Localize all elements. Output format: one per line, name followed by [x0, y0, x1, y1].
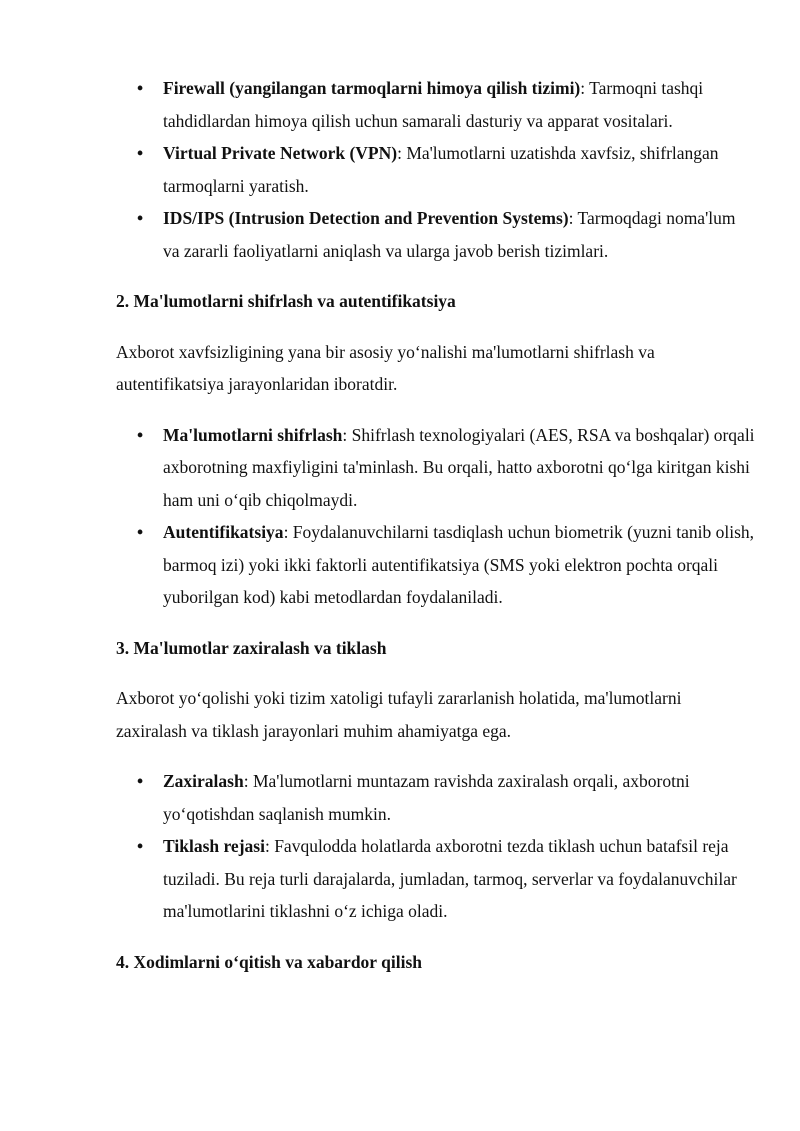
- list-item-text: : Shifrlash texnologiyalari (AES, RSA va boshqalar) orqali axborotning maxfiyligini ta'minlash. Bu orqali, hatto axborotni qo‘lga kiritgan kishi ham uni o‘qib chiqolmaydi.: [163, 424, 755, 510]
- list-item-term: IDS/IPS (Intrusion Detection and Prevention Systems): [163, 208, 569, 228]
- list-item-text: : Favqulodda holatlarda axborotni tezda tiklash uchun batafsil reja tuziladi. Bu reja turli darajalarda, jumladan, tarmoq, serverlar va foydalanuvchilar ma'lumotlarini tiklashni o‘z ichiga oladi.: [163, 836, 737, 921]
- bullet-icon: •: [137, 78, 144, 98]
- list-item-text: : Ma'lumotlarni muntazam ravishda zaxiralash orqali, axborotni yo‘qotishdan saqlanish mumkin.: [163, 771, 690, 824]
- list-item: [116, 72, 756, 137]
- page-content: [116, 72, 756, 978]
- list-item-term: Firewall (yangilangan tarmoqlarni himoya qilish tizimi): [163, 78, 581, 98]
- section-heading-3: 3. Ma'lumotlar zaxiralash va tiklash: [116, 637, 387, 658]
- bullet-icon: •: [137, 836, 144, 856]
- bullet-list-backup: [116, 765, 756, 928]
- list-item-term: Ma'lumotlarni shifrlash: [163, 424, 343, 445]
- list-item: [116, 516, 756, 614]
- bullet-icon: •: [137, 522, 144, 542]
- list-item: [116, 765, 756, 830]
- bullet-icon: •: [137, 208, 144, 228]
- list-item: [116, 830, 756, 928]
- section-paragraph-3: Axborot yo‘qolishi yoki tizim xatoligi tufayli zararlanish holatida, ma'lumotlarni zaxiralash va tiklash jarayonlari muhim ahamiyatga ega.: [116, 688, 682, 741]
- section-heading-2: 2. Ma'lumotlarni shifrlash va autentifikatsiya: [116, 291, 456, 311]
- bullet-list-network-security: [116, 72, 756, 267]
- bullet-icon: •: [137, 771, 144, 791]
- list-item-text: : Tarmoqni tashqi tahdidlardan himoya qilish uchun samarali dasturiy va apparat vositalari.: [163, 78, 704, 131]
- list-item-term: Autentifikatsiya: [163, 522, 284, 542]
- list-item: [116, 419, 756, 517]
- list-item-term: Virtual Private Network (VPN): [163, 143, 398, 163]
- list-item: [116, 202, 756, 267]
- list-item-text: : Foydalanuvchilarni tasdiqlash uchun biometrik (yuzni tanib olish, barmoq izi) yoki ikki faktorli autentifikatsiya (SMS yoki elektron pochta orqali yuborilgan kod) kabi metodlardan foydalaniladi.: [163, 522, 755, 607]
- list-item-text: : Tarmoqdagi noma'lum va zararli faoliyatlarni aniqlash va ularga javob berish tizimlari.: [163, 208, 736, 261]
- bullet-icon: •: [137, 424, 144, 445]
- section-heading-4: 4. Xodimlarni o‘qitish va xabardor qilish: [116, 951, 422, 972]
- section-paragraph-2: Axborot xavfsizligining yana bir asosiy yo‘nalishi ma'lumotlarni shifrlash va autentifikatsiya jarayonlaridan iboratdir.: [116, 341, 655, 394]
- list-item-text: : Ma'lumotlarni uzatishda xavfsiz, shifrlangan tarmoqlarni yaratish.: [163, 143, 719, 196]
- bullet-list-encryption: [116, 419, 756, 614]
- list-item-term: Zaxiralash: [163, 771, 244, 791]
- list-item-term: Tiklash rejasi: [163, 836, 265, 856]
- bullet-icon: •: [137, 143, 144, 163]
- list-item: [116, 137, 756, 202]
